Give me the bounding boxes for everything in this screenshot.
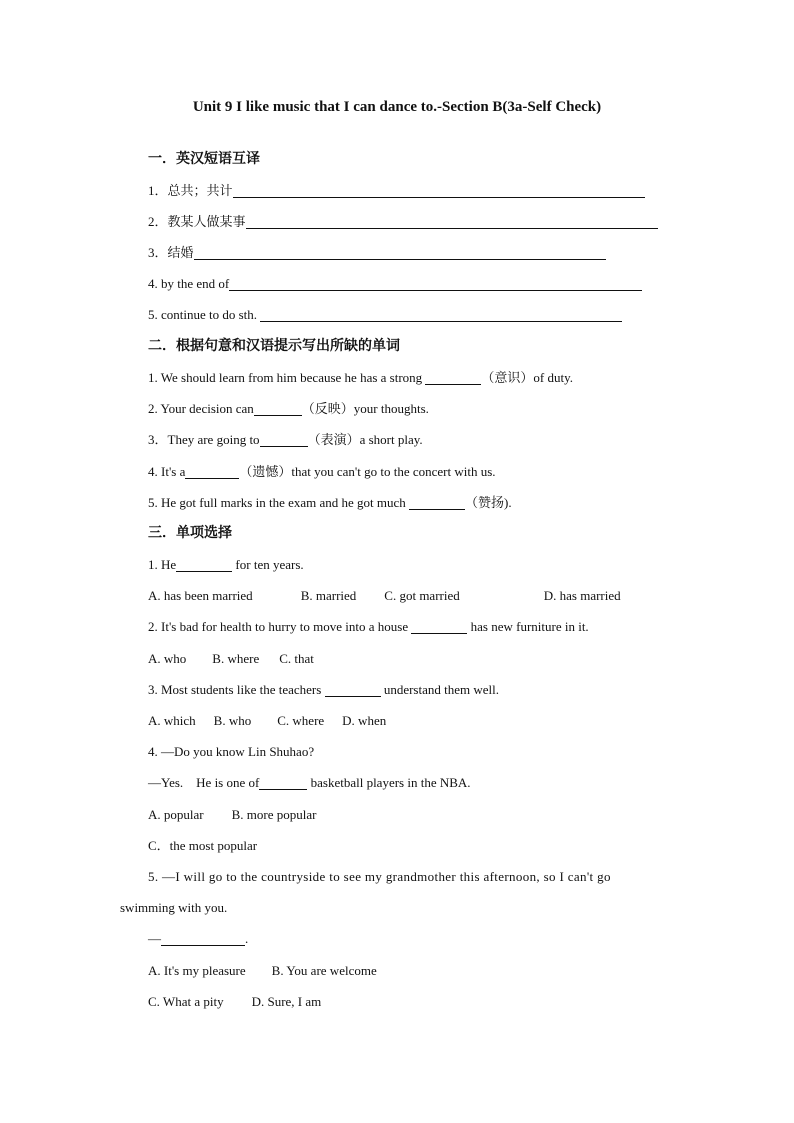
answer-blank[interactable]: [246, 214, 658, 229]
phrase-text: 3．结婚: [148, 245, 194, 260]
hint-text: （赞扬).: [465, 495, 512, 510]
mc-question-2: [148, 618, 589, 636]
hint-text: （意识）of duty.: [481, 370, 574, 385]
question-text: 5. He got full marks in the exam and he got much: [148, 495, 406, 510]
option-c[interactable]: C. that: [279, 651, 314, 666]
option-b[interactable]: B. You are welcome: [271, 963, 377, 978]
period-text: .: [245, 931, 249, 946]
phrase-text: 4. by the end of: [148, 276, 230, 291]
answer-blank[interactable]: [259, 775, 307, 790]
mc-question-5-answer: [148, 930, 248, 948]
mc-question-5: 5. —I will go to the countryside to see my grandmother this afternoon, so I can't go: [148, 869, 611, 884]
question-text: 1. He: [148, 557, 177, 572]
fill-item-1: [148, 369, 573, 387]
page-title: Unit 9 I like music that I can dance to.-Section B(3a-Self Check): [192, 99, 602, 115]
question-text: 1. We should learn from him because he has a strong: [148, 370, 423, 385]
mc-options-2: [148, 650, 314, 668]
phrase-text: 2．教某人做某事: [148, 214, 246, 229]
question-text: basketball players in the NBA.: [310, 775, 471, 790]
mc-options-4: [148, 806, 316, 824]
option-a[interactable]: A. who: [148, 651, 187, 666]
answer-blank[interactable]: [176, 557, 232, 572]
option-a[interactable]: A. popular: [148, 807, 204, 822]
question-text: 4. It's a: [148, 464, 186, 479]
mc-option-4c[interactable]: C．the most popular: [148, 838, 258, 853]
mc-options-1: [148, 587, 621, 605]
mc-question-4-dialogue: [148, 774, 471, 792]
phrase-item-1: [148, 182, 645, 200]
answer-blank[interactable]: [229, 276, 642, 291]
hint-text: （表演）a short play.: [307, 432, 423, 447]
option-b[interactable]: B. more popular: [231, 807, 317, 822]
question-text: 2. It's bad for health to hurry to move into a house: [148, 619, 409, 634]
fill-item-3: [148, 431, 423, 449]
dash-text: —: [148, 931, 161, 946]
mc-question-4: 4. —Do you know Lin Shuhao?: [148, 744, 315, 759]
mc-options-5-row2: [148, 993, 321, 1011]
answer-blank[interactable]: [254, 401, 302, 416]
option-b[interactable]: B. married: [300, 588, 357, 603]
phrase-item-4: [148, 275, 642, 293]
section3-heading: 三．单项选择: [148, 526, 232, 541]
option-d[interactable]: D. Sure, I am: [251, 994, 322, 1009]
question-text: for ten years.: [232, 557, 304, 572]
answer-blank[interactable]: [185, 464, 239, 479]
question-text: 3．They are going to: [148, 432, 260, 447]
answer-blank[interactable]: [325, 682, 381, 697]
option-c[interactable]: C. where: [277, 713, 325, 728]
mc-options-3: [148, 712, 386, 730]
phrase-item-2: [148, 213, 658, 231]
mc-question-5-cont: swimming with you.: [120, 900, 228, 915]
option-d[interactable]: D. when: [342, 713, 387, 728]
hint-text: （遗憾）that you can't go to the concert with us.: [239, 464, 496, 479]
answer-blank[interactable]: [409, 495, 465, 510]
fill-item-5: [148, 494, 512, 512]
mc-question-1: [148, 556, 304, 574]
answer-blank[interactable]: [411, 619, 467, 634]
question-text: 2. Your decision can: [148, 401, 254, 416]
answer-blank[interactable]: [260, 432, 308, 447]
mc-options-5-row1: [148, 962, 377, 980]
answer-blank[interactable]: [233, 183, 645, 198]
fill-item-4: [148, 463, 496, 481]
mc-question-3: [148, 681, 499, 699]
option-a[interactable]: A. It's my pleasure: [148, 963, 246, 978]
phrase-text: 1．总共；共计: [148, 183, 233, 198]
option-c[interactable]: C. got married: [384, 588, 460, 603]
option-b[interactable]: B. who: [213, 713, 252, 728]
option-a[interactable]: A. has been married: [148, 588, 253, 603]
option-c[interactable]: C. What a pity: [148, 994, 224, 1009]
option-b[interactable]: B. where: [212, 651, 260, 666]
phrase-item-3: [148, 244, 606, 262]
phrase-text: 5. continue to do sth.: [148, 307, 258, 322]
section2-heading: 二．根据句意和汉语提示写出所缺的单词: [148, 339, 400, 354]
phrase-item-5: [148, 306, 622, 324]
section1-heading: 一．英汉短语互译: [148, 152, 260, 167]
answer-blank[interactable]: [194, 245, 606, 260]
hint-text: （反映）your thoughts.: [301, 401, 429, 416]
answer-blank[interactable]: [161, 931, 245, 946]
question-text: —Yes. He is one of: [148, 775, 260, 790]
answer-blank[interactable]: [260, 307, 622, 322]
answer-blank[interactable]: [425, 370, 481, 385]
fill-item-2: [148, 400, 429, 418]
question-text: has new furniture in it.: [470, 619, 589, 634]
question-text: understand them well.: [383, 682, 499, 697]
option-a[interactable]: A. which: [148, 713, 196, 728]
question-text: 3. Most students like the teachers: [148, 682, 322, 697]
option-d[interactable]: D. has married: [543, 588, 621, 603]
